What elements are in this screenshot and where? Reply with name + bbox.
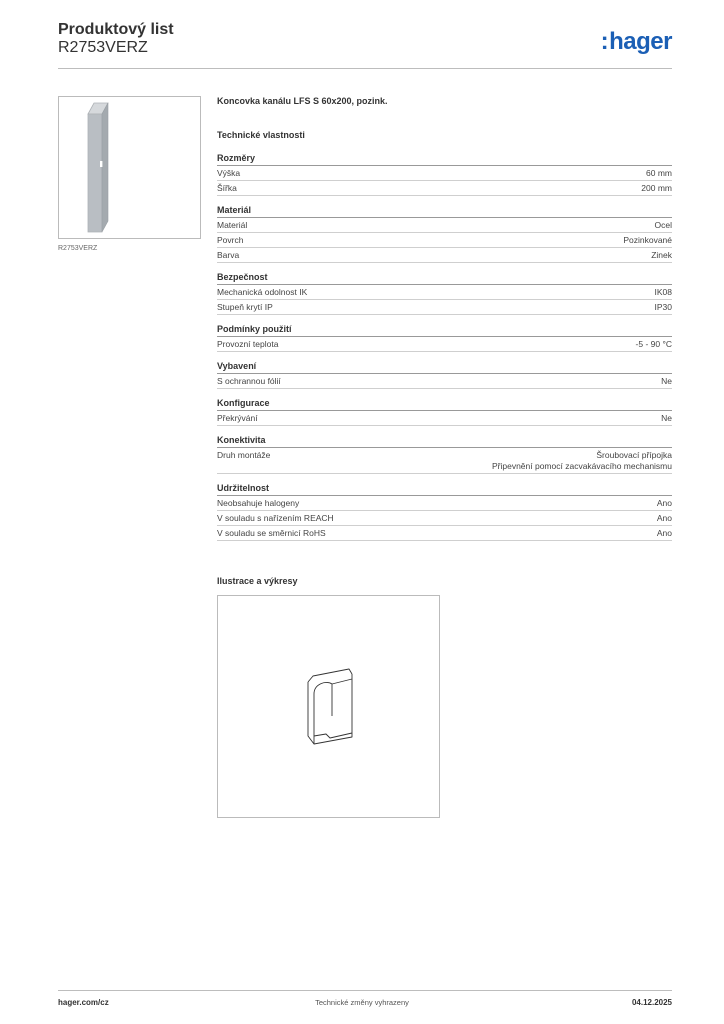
property-row [217,233,672,248]
tech-section [217,397,672,426]
property-value [636,339,672,350]
property-value [657,498,672,509]
property-row [217,411,672,426]
property-label: S ochrannou fólií [217,376,281,386]
property-value [655,220,672,231]
product-details [217,96,672,549]
property-row [217,511,672,526]
tech-section [217,434,672,474]
hager-logo: :hager [600,28,672,55]
property-value-line: 60 mm [646,168,672,178]
property-value [657,528,672,539]
property-value-line: -5 - 90 °C [635,339,672,349]
property-value-line: Šroubovací přípojka [596,450,672,460]
footer-disclaimer: Technické změny vyhrazeny [315,998,409,1007]
illustrations-title: Ilustrace a výkresy [217,576,298,586]
property-value-line: IK08 [654,287,672,297]
section-title: Podmínky použití [217,323,672,337]
property-value [657,513,672,524]
tech-sections [217,152,672,541]
tech-section [217,482,672,541]
footer-divider [58,990,672,991]
property-label: Stupeň krytí IP [217,302,273,312]
tech-section [217,204,672,263]
page-title: Produktový list [58,21,174,38]
property-row [217,374,672,389]
section-title: Konfigurace [217,397,672,411]
product-photo-image [59,97,200,238]
property-row [217,337,672,352]
property-label: Druh montáže [217,450,271,460]
product-photo [58,96,201,239]
property-label: Neobsahuje halogeny [217,498,300,508]
footer-date: 04.12.2025 [631,998,672,1007]
property-label: Materiál [217,220,248,230]
section-title: Vybavení [217,360,672,374]
property-row [217,181,672,196]
property-value-line: Ano [656,498,672,508]
property-value [492,450,672,472]
property-value-line: Připevnění pomocí zacvakávacího mechanismu [491,461,672,471]
property-label: Provozní teplota [217,339,279,349]
property-value [646,168,672,179]
property-value-line: 200 mm [641,183,672,193]
tech-section [217,152,672,196]
property-label: Výška [217,168,241,178]
property-value-line: Pozinkované [623,235,672,245]
property-label: Povrch [217,235,244,245]
property-value [661,413,672,424]
property-value [655,287,673,298]
footer-website: hager.com/cz [58,998,109,1007]
section-title: Materiál [217,204,672,218]
property-row [217,448,672,474]
property-value [651,250,672,261]
section-title: Konektivita [217,434,672,448]
property-value-line: Ne [661,376,672,386]
tech-section [217,360,672,389]
section-title: Bezpečnost [217,271,672,285]
property-value-line: Ocel [654,220,672,230]
property-label: V souladu se směrnicí RoHS [217,528,326,538]
property-value-line: Zinek [651,250,672,260]
drawing-image [218,596,439,817]
header-divider [58,68,672,69]
tech-section [217,271,672,315]
illustration-drawing [217,595,440,818]
property-row [217,218,672,233]
property-row [217,526,672,541]
property-value [641,183,672,194]
property-value-line: Ne [661,413,672,423]
tech-properties-title: Technické vlastnosti [217,130,305,140]
property-label: Překrývání [217,413,258,423]
property-value-line: IP30 [654,302,672,312]
property-label: Barva [217,250,240,260]
property-row [217,300,672,315]
property-value-line: Ano [656,528,672,538]
property-value-line: Ano [656,513,672,523]
property-row [217,496,672,511]
property-value [623,235,672,246]
property-label: Mechanická odolnost IK [217,287,308,297]
product-name: Koncovka kanálu LFS S 60x200, pozink. [217,96,388,106]
property-row [217,285,672,300]
property-value [661,376,672,387]
tech-section [217,323,672,352]
property-label: V souladu s nařízením REACH [217,513,334,523]
section-title: Udržitelnost [217,482,672,496]
property-value [655,302,673,313]
section-title: Rozměry [217,152,672,166]
property-row [217,166,672,181]
property-label: Šířka [217,183,237,193]
product-photo-caption: R2753VERZ [58,245,98,252]
product-code: R2753VERZ [58,39,148,56]
property-row [217,248,672,263]
